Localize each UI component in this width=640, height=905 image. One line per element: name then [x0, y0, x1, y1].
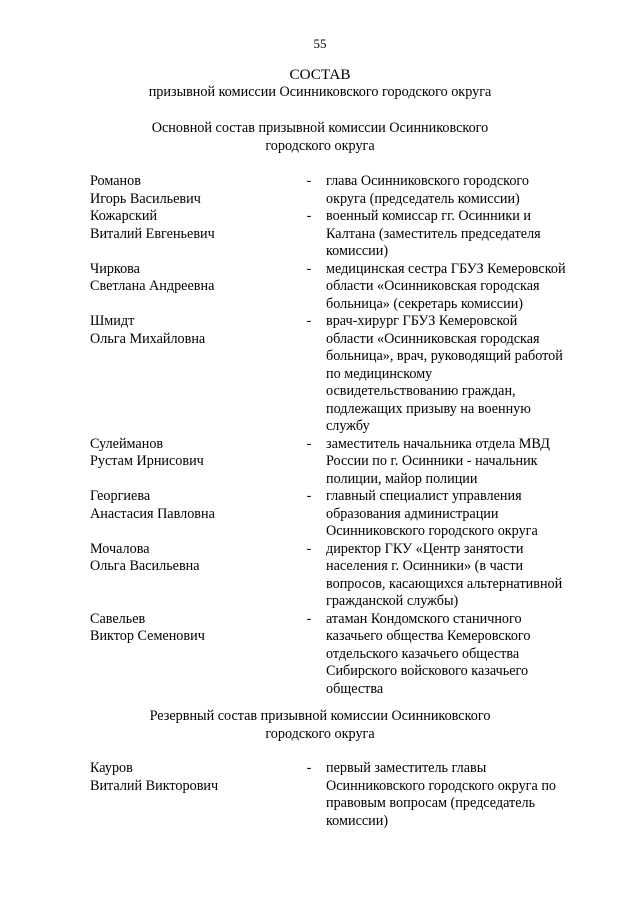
member-surname: Кожарский — [90, 208, 158, 224]
member-name — [90, 541, 290, 576]
member-role-line: Осинниковского городского округа по — [326, 777, 557, 794]
member-role — [326, 261, 596, 314]
member-role-line: России по г. Осинники - начальник — [326, 453, 538, 469]
member-role-line: по медицинскому — [326, 365, 433, 382]
member-role-line: комиссии) — [326, 243, 389, 259]
member-role — [326, 611, 596, 699]
dash-separator: - — [306, 260, 312, 277]
member-role — [326, 436, 596, 489]
member-surname: Шмидт — [90, 313, 135, 329]
member-surname: Георгиева — [90, 488, 151, 504]
member-name — [90, 436, 290, 471]
main-section-heading — [0, 120, 640, 155]
member-role-line: казачьего общества Кемеровского — [326, 628, 531, 644]
member-role — [326, 760, 596, 830]
member-given-names: Светлана Андреевна — [90, 278, 215, 294]
reserve-section-heading-line1: Резервный состав призывной комиссии Осинниковского — [149, 708, 491, 724]
member-entry — [0, 313, 640, 436]
member-name — [90, 313, 290, 348]
member-name — [90, 760, 290, 795]
member-name — [90, 261, 290, 296]
member-role-line: общества — [326, 680, 384, 697]
member-role-line: первый заместитель главы — [326, 760, 487, 776]
dash-separator: - — [306, 760, 312, 776]
member-role — [326, 541, 596, 611]
member-role-line: комиссии) — [326, 812, 389, 829]
member-given-names: Анастасия Павловна — [90, 505, 215, 522]
member-role-line: врач-хирург ГБУЗ Кемеровской — [326, 313, 518, 329]
member-role-line: военный комиссар гг. Осинники и — [326, 208, 531, 224]
member-role — [326, 208, 596, 261]
member-role-line: области «Осинниковская городская — [326, 330, 540, 347]
member-given-names: Игорь Васильевич — [90, 190, 201, 207]
member-entry — [0, 208, 640, 261]
member-role-line: вопросов, касающихся альтернативной — [326, 575, 563, 592]
dash-separator: - — [306, 488, 312, 504]
member-given-names: Виктор Семенович — [90, 628, 205, 644]
dash-separator: - — [306, 540, 312, 557]
member-name — [90, 488, 290, 523]
main-section-heading-line1: Основной состав призывной комиссии Осинниковского — [151, 120, 489, 136]
member-role-line: Осинниковского городского округа — [326, 523, 538, 539]
member-given-names: Ольга Михайловна — [90, 330, 206, 347]
member-role-line: глава Осинниковского городского — [326, 173, 529, 189]
document-subtitle: призывной комиссии Осинниковского городского округа — [148, 84, 492, 100]
dash-separator: - — [306, 435, 312, 452]
member-entry — [0, 173, 640, 208]
member-role-line: Сибирского войскового казачьего — [326, 663, 529, 679]
main-members-list — [0, 173, 640, 698]
member-role-line: округа (председатель комиссии) — [326, 190, 520, 207]
member-role-line: Калтана (заместитель председателя — [326, 225, 541, 242]
member-role-line: больница», врач, руководящий работой — [326, 348, 563, 364]
member-role-line: заместитель начальника отдела МВД — [326, 435, 550, 452]
member-name — [90, 173, 290, 208]
member-name — [90, 208, 290, 243]
member-entry — [0, 261, 640, 314]
member-entry — [0, 541, 640, 611]
document-title: СОСТАВ — [289, 66, 351, 83]
member-role-line: больница» (секретарь комиссии) — [326, 295, 524, 312]
member-given-names: Ольга Васильевна — [90, 558, 200, 574]
dash-separator: - — [306, 208, 312, 224]
reserve-members-list — [0, 760, 640, 830]
member-name — [90, 611, 290, 646]
member-given-names: Рустам Ирнисович — [90, 453, 204, 469]
member-entry — [0, 760, 640, 830]
member-role-line: директор ГКУ «Центр занятости — [326, 540, 524, 557]
member-role-line: правовым вопросам (председатель — [326, 795, 536, 811]
member-role-line: освидетельствованию граждан, — [326, 383, 516, 399]
member-entry — [0, 436, 640, 489]
member-role-line: отдельского казачьего общества — [326, 645, 520, 662]
dash-separator: - — [306, 610, 312, 627]
main-section-heading-line2: городского округа — [265, 137, 375, 154]
member-entry — [0, 488, 640, 541]
member-role-line: населения г. Осинники» (в части — [326, 558, 524, 574]
member-surname: Мочалова — [90, 540, 150, 557]
reserve-section-heading — [0, 708, 640, 743]
member-given-names: Виталий Викторович — [90, 777, 219, 794]
reserve-section-heading-line2: городского округа — [265, 725, 375, 742]
member-role-line: полиции, майор полиции — [326, 470, 478, 487]
member-role-line: образования администрации — [326, 505, 499, 522]
dash-separator: - — [306, 173, 312, 189]
member-role — [326, 488, 596, 541]
member-role-line: службу — [326, 418, 370, 434]
member-role-line: главный специалист управления — [326, 488, 522, 504]
member-role — [326, 173, 596, 208]
member-role-line: медицинская сестра ГБУЗ Кемеровской — [326, 260, 566, 277]
member-entry — [0, 611, 640, 699]
member-surname: Романов — [90, 173, 141, 189]
member-role-line: области «Осинниковская городская — [326, 278, 540, 294]
member-role-line: атаман Кондомского станичного — [326, 610, 522, 627]
member-surname: Чиркова — [90, 260, 140, 277]
member-given-names: Виталий Евгеньевич — [90, 225, 215, 242]
page-number: 55 — [313, 36, 327, 51]
member-surname: Савельев — [90, 610, 146, 627]
member-surname: Кауров — [90, 760, 133, 776]
member-surname: Сулейманов — [90, 435, 164, 452]
member-role-line: подлежащих призыву на военную — [326, 400, 531, 417]
member-role-line: гражданской службы) — [326, 593, 459, 609]
member-role — [326, 313, 596, 436]
dash-separator: - — [306, 313, 312, 329]
